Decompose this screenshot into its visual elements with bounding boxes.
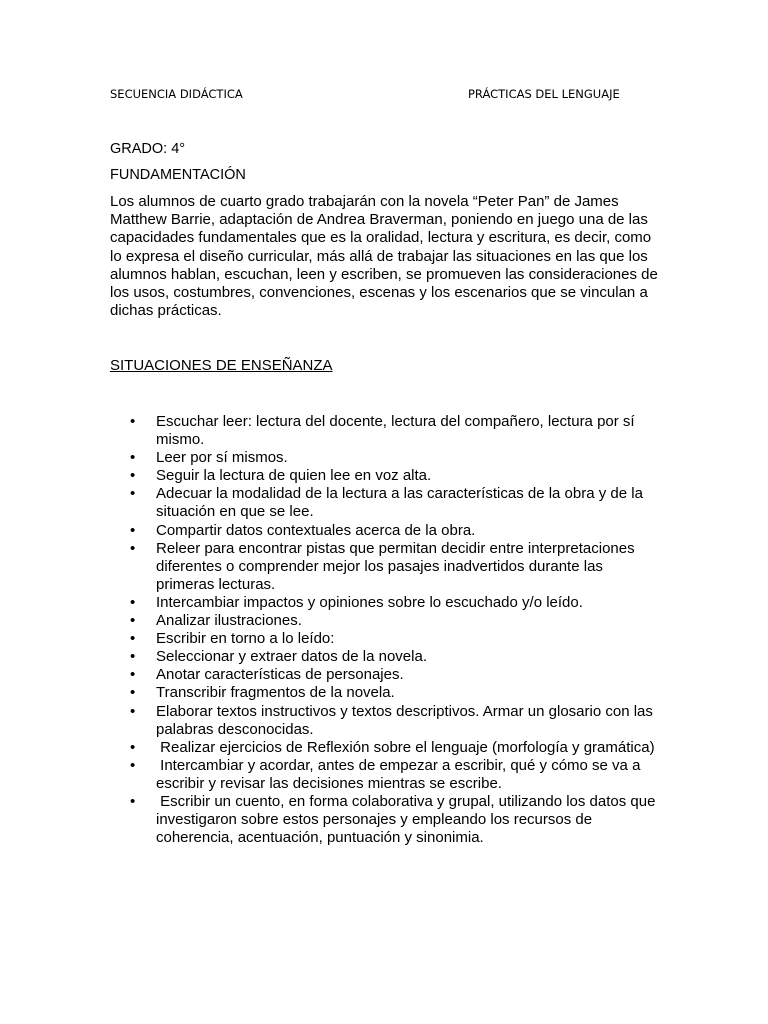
list-item (110, 666, 662, 684)
bullet-icon: • (130, 485, 136, 503)
list-item (110, 630, 662, 648)
page-header (110, 87, 658, 105)
list-item (110, 739, 662, 757)
list-item (110, 413, 662, 449)
bullet-icon: • (130, 449, 136, 467)
fundamentacion-title: FUNDAMENTACIÓN (110, 167, 246, 183)
grade-label: GRADO: 4° (110, 141, 186, 157)
list-item-text: Compartir datos contextuales acerca de la obra. (156, 521, 476, 539)
list-item (110, 540, 662, 594)
bullet-icon: • (130, 792, 136, 810)
situaciones-title: SITUACIONES DE ENSEÑANZA (110, 357, 333, 374)
bullet-icon: • (130, 467, 136, 485)
list-item (110, 594, 662, 612)
bullet-icon: • (130, 413, 136, 430)
bullet-icon: • (130, 738, 136, 756)
bullet-icon: • (130, 521, 136, 539)
list-item (110, 449, 662, 467)
list-item-text: Transcribir fragmentos de la novela. (156, 684, 395, 702)
bullet-icon: • (130, 666, 136, 684)
list-item-text: Adecuar la modalidad de la lectura a las características de la obra y de la situación en que se lee. (156, 485, 648, 521)
bullet-icon: • (130, 612, 136, 630)
list-item (110, 684, 662, 702)
bullet-icon: • (130, 539, 136, 557)
list-item-text: Realizar ejercicios de Reflexión sobre el lenguaje (morfología y gramática) (156, 738, 655, 756)
bullet-icon: • (130, 684, 136, 702)
bullet-icon: • (130, 593, 136, 611)
list-item-text: Intercambiar impactos y opiniones sobre lo escuchado y/o leído. (156, 593, 583, 611)
list-item-text: Escribir en torno a lo leído: (156, 630, 335, 648)
fundamentacion-paragraph: Los alumnos de cuarto grado trabajarán con la novela “Peter Pan” de James Matthew Barrie, adaptación de Andrea Braverman, poniendo en juego una de las capacidades fundamentales que es la oralidad, lectura y escritura, es decir, como lo expresa el diseño curricular, más allá de trabajar las situaciones en las que los alumnos hablan, escuchan, leen y escriben, se promueven las consideraciones de los usos, costumbres, convenciones, escenas y los escenarios que se vinculan a dichas prácticas. (110, 193, 658, 320)
header-right-title: PRÁCTICAS DEL LENGUAJE (468, 87, 620, 101)
list-item-text: Escuchar leer: lectura del docente, lectura del compañero, lectura por sí mismo. (156, 413, 639, 449)
list-item-text: Elaborar textos instructivos y textos descriptivos. Armar un glosario con las palabras desconocidas. (156, 702, 658, 738)
bullet-icon: • (130, 648, 136, 666)
list-item-text: Anotar características de personajes. (156, 666, 404, 684)
bullet-icon: • (130, 630, 136, 648)
list-item (110, 757, 662, 793)
list-item-text: Seguir la lectura de quien lee en voz alta. (156, 467, 432, 485)
list-item-text: Intercambiar y acordar, antes de empezar a escribir, qué y cómo se va a escribir y revisar las decisiones mientras se escribe. (156, 756, 645, 792)
list-item-text: Leer por sí mismos. (156, 449, 288, 467)
bullet-icon: • (130, 702, 136, 720)
list-item-text: Escribir un cuento, en forma colaborativa y grupal, utilizando los datos que investigaron sobre estos personajes y empleando los recursos de coherencia, acentuación, puntuación y sinonimia. (156, 792, 660, 847)
header-left-title: SECUENCIA DIDÁCTICA (110, 87, 243, 101)
list-item (110, 703, 662, 739)
list-item-text: Releer para encontrar pistas que permitan decidir entre interpretaciones diferentes o comprender mejor los pasajes inadvertidos durante las primeras lecturas. (156, 539, 639, 593)
list-item (110, 793, 662, 847)
list-item (110, 485, 662, 521)
situaciones-list (110, 413, 662, 847)
list-item (110, 648, 662, 666)
list-item-text: Analizar ilustraciones. (156, 612, 302, 630)
list-item (110, 467, 662, 485)
list-item (110, 522, 662, 540)
bullet-icon: • (130, 756, 136, 774)
list-item-text: Seleccionar y extraer datos de la novela. (156, 648, 427, 666)
list-item (110, 612, 662, 630)
